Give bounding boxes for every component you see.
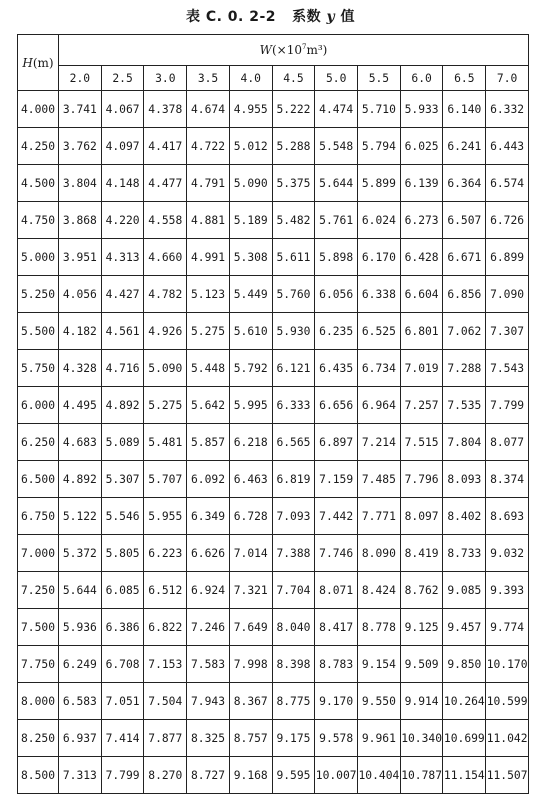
table-cell: 5.448 [187, 350, 230, 387]
table-cell: 4.881 [187, 202, 230, 239]
table-cell: 4.892 [101, 387, 144, 424]
row-header-cell: 8.000 [18, 683, 59, 720]
table-cell: 9.085 [443, 572, 486, 609]
table-cell: 9.595 [272, 757, 315, 794]
table-row [18, 313, 529, 350]
table-cell: 9.170 [315, 683, 358, 720]
table-cell: 5.090 [229, 165, 272, 202]
table-cell: 6.819 [272, 461, 315, 498]
table-cell: 6.583 [59, 683, 102, 720]
table-cell: 4.782 [144, 276, 187, 313]
table-cell: 10.599 [486, 683, 529, 720]
table-caption: 系数 [292, 9, 322, 25]
table-cell: 7.388 [272, 535, 315, 572]
table-cell: 5.307 [101, 461, 144, 498]
table-cell: 4.561 [101, 313, 144, 350]
column-header-cell: 3.5 [187, 66, 230, 91]
table-cell: 5.546 [101, 498, 144, 535]
table-cell: 5.794 [358, 128, 401, 165]
table-cell: 7.153 [144, 646, 187, 683]
table-symbol: y [326, 9, 336, 25]
table-cell: 6.338 [358, 276, 401, 313]
table-cell: 5.936 [59, 609, 102, 646]
table-cell: 3.741 [59, 91, 102, 128]
table-cell: 8.424 [358, 572, 401, 609]
table-cell: 10.404 [358, 757, 401, 794]
table-cell: 5.275 [144, 387, 187, 424]
table-cell: 4.378 [144, 91, 187, 128]
table-cell: 9.168 [229, 757, 272, 794]
table-cell: 8.097 [400, 498, 443, 535]
table-cell: 10.007 [315, 757, 358, 794]
table-cell: 10.340 [400, 720, 443, 757]
table-cell: 5.955 [144, 498, 187, 535]
table-cell: 7.943 [187, 683, 230, 720]
table-row [18, 683, 529, 720]
table-cell: 5.792 [229, 350, 272, 387]
table-cell: 7.799 [486, 387, 529, 424]
table-cell: 7.414 [101, 720, 144, 757]
table-cell: 6.435 [315, 350, 358, 387]
table-row [18, 572, 529, 609]
row-header-cell: 7.000 [18, 535, 59, 572]
table-cell: 4.926 [144, 313, 187, 350]
table-cell: 8.374 [486, 461, 529, 498]
table-cell: 4.097 [101, 128, 144, 165]
table-cell: 4.220 [101, 202, 144, 239]
table-cell: 8.398 [272, 646, 315, 683]
table-cell: 6.734 [358, 350, 401, 387]
table-cell: 7.214 [358, 424, 401, 461]
table-cell: 6.801 [400, 313, 443, 350]
coefficient-table [17, 34, 529, 794]
column-header-cell: 5.0 [315, 66, 358, 91]
table-cell: 7.583 [187, 646, 230, 683]
header-row [18, 35, 529, 66]
table-cell: 4.722 [187, 128, 230, 165]
row-header-h: H(m) [18, 35, 59, 91]
table-cell: 8.071 [315, 572, 358, 609]
table-cell: 7.535 [443, 387, 486, 424]
table-row [18, 387, 529, 424]
table-cell: 4.328 [59, 350, 102, 387]
table-cell: 5.123 [187, 276, 230, 313]
table-row [18, 461, 529, 498]
column-header-row [18, 66, 529, 91]
table-cell: 10.170 [486, 646, 529, 683]
table-caption-suffix: 值 [340, 9, 356, 25]
table-cell: 6.241 [443, 128, 486, 165]
table-row [18, 424, 529, 461]
table-cell: 9.125 [400, 609, 443, 646]
table-cell: 6.463 [229, 461, 272, 498]
row-header-cell: 6.500 [18, 461, 59, 498]
table-cell: 5.644 [315, 165, 358, 202]
row-header-cell: 6.000 [18, 387, 59, 424]
table-cell: 9.914 [400, 683, 443, 720]
table-cell: 6.218 [229, 424, 272, 461]
table-cell: 5.449 [229, 276, 272, 313]
table-cell: 6.235 [315, 313, 358, 350]
table-cell: 9.154 [358, 646, 401, 683]
table-cell: 6.085 [101, 572, 144, 609]
table-cell: 7.504 [144, 683, 187, 720]
row-header-cell: 4.750 [18, 202, 59, 239]
table-cell: 6.332 [486, 91, 529, 128]
table-cell: 6.386 [101, 609, 144, 646]
column-header-cell: 2.5 [101, 66, 144, 91]
row-header-cell: 8.500 [18, 757, 59, 794]
table-cell: 4.148 [101, 165, 144, 202]
table-cell: 8.417 [315, 609, 358, 646]
table-cell: 7.159 [315, 461, 358, 498]
column-header-cell: 6.5 [443, 66, 486, 91]
table-cell: 5.611 [272, 239, 315, 276]
table-cell: 8.090 [358, 535, 401, 572]
table-cell: 6.708 [101, 646, 144, 683]
table-cell: 4.067 [101, 91, 144, 128]
table-cell: 6.525 [358, 313, 401, 350]
table-cell: 7.014 [229, 535, 272, 572]
table-cell: 4.991 [187, 239, 230, 276]
table-cell: 4.558 [144, 202, 187, 239]
table-row [18, 128, 529, 165]
table-cell: 5.857 [187, 424, 230, 461]
row-header-cell: 6.250 [18, 424, 59, 461]
table-cell: 4.495 [59, 387, 102, 424]
table-cell: 6.024 [358, 202, 401, 239]
table-cell: 6.626 [187, 535, 230, 572]
table-cell: 4.791 [187, 165, 230, 202]
table-cell: 5.482 [272, 202, 315, 239]
table-cell: 4.674 [187, 91, 230, 128]
column-header-cell: 4.0 [229, 66, 272, 91]
table-cell: 3.951 [59, 239, 102, 276]
table-cell: 9.578 [315, 720, 358, 757]
table-cell: 7.998 [229, 646, 272, 683]
table-cell: 7.746 [315, 535, 358, 572]
table-cell: 4.716 [101, 350, 144, 387]
table-cell: 11.042 [486, 720, 529, 757]
table-cell: 7.804 [443, 424, 486, 461]
table-cell: 4.892 [59, 461, 102, 498]
table-cell: 5.710 [358, 91, 401, 128]
table-cell: 6.899 [486, 239, 529, 276]
table-cell: 5.898 [315, 239, 358, 276]
table-cell: 7.093 [272, 498, 315, 535]
table-cell: 8.693 [486, 498, 529, 535]
table-cell: 9.175 [272, 720, 315, 757]
row-header-cell: 4.500 [18, 165, 59, 202]
table-cell: 7.257 [400, 387, 443, 424]
table-cell: 8.775 [272, 683, 315, 720]
table-cell: 8.733 [443, 535, 486, 572]
table-cell: 5.122 [59, 498, 102, 535]
table-cell: 6.349 [187, 498, 230, 535]
row-header-cell: 5.750 [18, 350, 59, 387]
table-cell: 7.442 [315, 498, 358, 535]
table-cell: 11.507 [486, 757, 529, 794]
table-row [18, 646, 529, 683]
table-row [18, 276, 529, 313]
row-header-cell: 4.250 [18, 128, 59, 165]
table-cell: 8.367 [229, 683, 272, 720]
table-cell: 8.762 [400, 572, 443, 609]
table-cell: 5.089 [101, 424, 144, 461]
table-cell: 5.644 [59, 572, 102, 609]
column-header-cell: 3.0 [144, 66, 187, 91]
table-cell: 8.270 [144, 757, 187, 794]
table-cell: 4.660 [144, 239, 187, 276]
table-cell: 7.288 [443, 350, 486, 387]
table-cell: 7.307 [486, 313, 529, 350]
table-row [18, 609, 529, 646]
table-cell: 5.995 [229, 387, 272, 424]
table-cell: 6.671 [443, 239, 486, 276]
table-cell: 6.025 [400, 128, 443, 165]
table-cell: 9.774 [486, 609, 529, 646]
table-row [18, 202, 529, 239]
table-cell: 6.507 [443, 202, 486, 239]
table-row [18, 350, 529, 387]
table-cell: 5.275 [187, 313, 230, 350]
row-header-cell: 5.250 [18, 276, 59, 313]
table-cell: 5.012 [229, 128, 272, 165]
table-cell: 7.704 [272, 572, 315, 609]
table-number: 表 C. 0. 2-2 [185, 9, 277, 25]
table-cell: 6.856 [443, 276, 486, 313]
table-cell: 9.032 [486, 535, 529, 572]
table-cell: 4.417 [144, 128, 187, 165]
column-header-cell: 6.0 [400, 66, 443, 91]
table-cell: 5.610 [229, 313, 272, 350]
row-header-cell: 5.000 [18, 239, 59, 276]
table-cell: 9.457 [443, 609, 486, 646]
row-header-cell: 7.500 [18, 609, 59, 646]
table-cell: 6.121 [272, 350, 315, 387]
table-cell: 4.056 [59, 276, 102, 313]
table-cell: 8.419 [400, 535, 443, 572]
row-header-cell: 5.500 [18, 313, 59, 350]
table-cell: 6.443 [486, 128, 529, 165]
table-cell: 5.760 [272, 276, 315, 313]
table-cell: 5.707 [144, 461, 187, 498]
table-cell: 6.140 [443, 91, 486, 128]
row-header-cell: 7.250 [18, 572, 59, 609]
table-cell: 7.090 [486, 276, 529, 313]
table-cell: 6.604 [400, 276, 443, 313]
table-row [18, 535, 529, 572]
table-cell: 4.955 [229, 91, 272, 128]
table-cell: 5.805 [101, 535, 144, 572]
table-cell: 6.924 [187, 572, 230, 609]
table-cell: 8.040 [272, 609, 315, 646]
table-cell: 5.481 [144, 424, 187, 461]
table-row [18, 498, 529, 535]
table-row [18, 239, 529, 276]
table-cell: 9.393 [486, 572, 529, 609]
column-header-cell: 5.5 [358, 66, 401, 91]
table-cell: 7.796 [400, 461, 443, 498]
table-cell: 7.543 [486, 350, 529, 387]
table-cell: 7.515 [400, 424, 443, 461]
table-cell: 5.090 [144, 350, 187, 387]
table-cell: 8.757 [229, 720, 272, 757]
table-cell: 7.485 [358, 461, 401, 498]
table-cell: 4.182 [59, 313, 102, 350]
table-cell: 10.787 [400, 757, 443, 794]
table-cell: 8.727 [187, 757, 230, 794]
table-cell: 6.726 [486, 202, 529, 239]
table-cell: 9.550 [358, 683, 401, 720]
table-cell: 6.092 [187, 461, 230, 498]
table-cell: 10.264 [443, 683, 486, 720]
table-cell: 6.822 [144, 609, 187, 646]
table-cell: 6.565 [272, 424, 315, 461]
table-cell: 7.246 [187, 609, 230, 646]
table-cell: 7.321 [229, 572, 272, 609]
table-title [0, 6, 541, 26]
row-header-cell: 8.250 [18, 720, 59, 757]
table-cell: 5.899 [358, 165, 401, 202]
table-cell: 7.799 [101, 757, 144, 794]
table-cell: 6.897 [315, 424, 358, 461]
table-cell: 5.930 [272, 313, 315, 350]
table-cell: 10.699 [443, 720, 486, 757]
table-row [18, 757, 529, 794]
table-cell: 5.189 [229, 202, 272, 239]
table-cell: 5.761 [315, 202, 358, 239]
table-cell: 6.056 [315, 276, 358, 313]
table-cell: 7.019 [400, 350, 443, 387]
table-cell: 7.771 [358, 498, 401, 535]
table-cell: 6.574 [486, 165, 529, 202]
table-cell: 3.868 [59, 202, 102, 239]
table-cell: 5.375 [272, 165, 315, 202]
table-cell: 6.139 [400, 165, 443, 202]
column-group-w: $W(\times 10^7m^3)$ [59, 35, 529, 66]
table-cell: 6.273 [400, 202, 443, 239]
table-row [18, 165, 529, 202]
table-cell: 7.313 [59, 757, 102, 794]
table-cell: 6.512 [144, 572, 187, 609]
table-cell: 4.474 [315, 91, 358, 128]
table-cell: 6.223 [144, 535, 187, 572]
table-cell: 8.077 [486, 424, 529, 461]
table-cell: 3.804 [59, 165, 102, 202]
table-cell: 7.062 [443, 313, 486, 350]
table-cell: 5.308 [229, 239, 272, 276]
table-row [18, 91, 529, 128]
table-cell: 6.964 [358, 387, 401, 424]
table-cell: 8.402 [443, 498, 486, 535]
table-cell: 6.656 [315, 387, 358, 424]
table-cell: 5.642 [187, 387, 230, 424]
table-cell: 5.222 [272, 91, 315, 128]
table-cell: 4.427 [101, 276, 144, 313]
table-cell: 11.154 [443, 757, 486, 794]
table-cell: 8.325 [187, 720, 230, 757]
row-header-cell: 6.750 [18, 498, 59, 535]
table-cell: 5.933 [400, 91, 443, 128]
table-cell: 6.170 [358, 239, 401, 276]
table-cell: 9.509 [400, 646, 443, 683]
table-cell: 8.783 [315, 646, 358, 683]
row-header-cell: 7.750 [18, 646, 59, 683]
table-cell: 3.762 [59, 128, 102, 165]
table-cell: 4.477 [144, 165, 187, 202]
table-cell: 9.850 [443, 646, 486, 683]
column-header-cell: 2.0 [59, 66, 102, 91]
table-cell: 6.728 [229, 498, 272, 535]
table-cell: 7.051 [101, 683, 144, 720]
table-cell: 6.428 [400, 239, 443, 276]
table-cell: 5.372 [59, 535, 102, 572]
table-cell: 4.313 [101, 239, 144, 276]
column-header-cell: 7.0 [486, 66, 529, 91]
table-cell: 6.249 [59, 646, 102, 683]
table-cell: 4.683 [59, 424, 102, 461]
table-cell: 8.093 [443, 461, 486, 498]
table-cell: 9.961 [358, 720, 401, 757]
table-row [18, 720, 529, 757]
table-cell: 6.937 [59, 720, 102, 757]
table-cell: 6.333 [272, 387, 315, 424]
table-cell: 7.649 [229, 609, 272, 646]
column-header-cell: 4.5 [272, 66, 315, 91]
table-cell: 5.288 [272, 128, 315, 165]
table-cell: 5.548 [315, 128, 358, 165]
table-body [18, 91, 529, 794]
table-cell: 8.778 [358, 609, 401, 646]
table-cell: 7.877 [144, 720, 187, 757]
row-header-cell: 4.000 [18, 91, 59, 128]
table-cell: 6.364 [443, 165, 486, 202]
